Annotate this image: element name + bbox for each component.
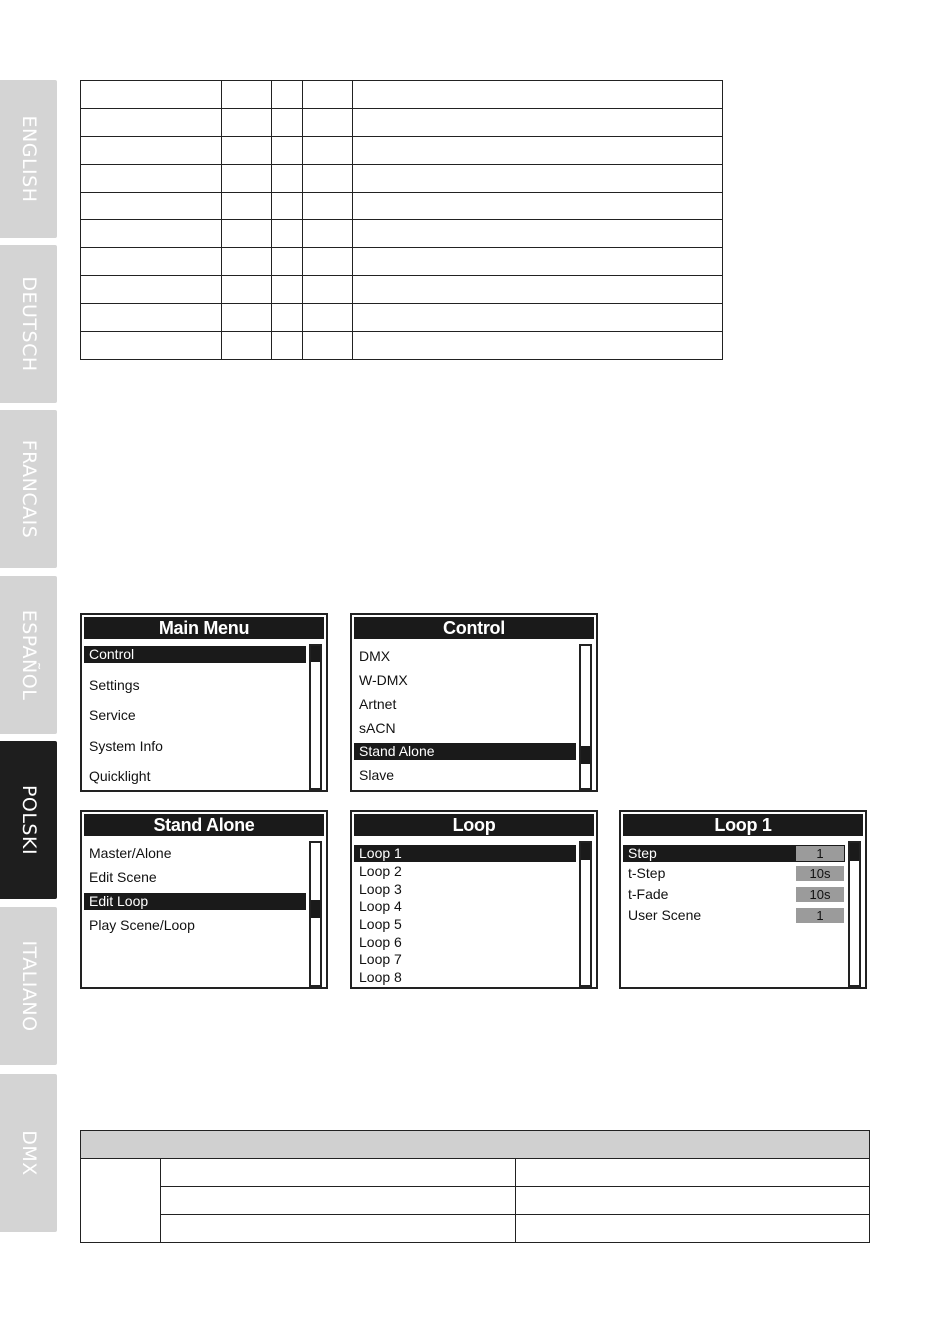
menu-item-play-scene-loop[interactable]: Play Scene/Loop — [89, 917, 195, 933]
side-tab-label: FRANCAIS — [17, 439, 40, 539]
loop-screen — [350, 810, 598, 989]
menu-item-loop-7[interactable]: Loop 7 — [359, 951, 402, 967]
scrollbar[interactable] — [579, 644, 592, 790]
menu-item-dmx[interactable]: DMX — [359, 648, 391, 664]
side-tab-english[interactable] — [0, 80, 57, 238]
screen-title: Stand Alone — [84, 814, 324, 836]
stand-alone-screen — [80, 810, 328, 989]
menu-item-loop-6[interactable]: Loop 6 — [359, 934, 402, 950]
side-tab-espanol[interactable] — [0, 576, 57, 734]
table-row — [81, 136, 723, 164]
screen-title: Control — [354, 617, 594, 639]
table-row — [81, 276, 723, 304]
table-row — [81, 164, 723, 192]
table-row — [81, 1187, 870, 1215]
menu-item-sacn[interactable]: sACN — [359, 720, 396, 736]
menu-item-w-dmx[interactable]: W-DMX — [359, 672, 408, 688]
side-tab-label: ESPAÑOL — [17, 609, 40, 701]
side-tab-deutsch[interactable] — [0, 245, 57, 403]
param-value[interactable]: 10s — [796, 866, 844, 881]
main-menu-screen — [80, 613, 328, 792]
table-row — [81, 332, 723, 360]
scroll-thumb[interactable] — [311, 646, 320, 662]
param-label: Step — [628, 845, 657, 861]
table-header-row — [81, 1131, 870, 1159]
loop-1-screen — [619, 810, 867, 989]
menu-item-loop-1[interactable]: Loop 1 — [354, 845, 576, 862]
menu-item-service[interactable]: Service — [89, 707, 136, 723]
menu-item-stand-alone[interactable]: Stand Alone — [354, 743, 576, 760]
table-row — [81, 108, 723, 136]
side-tab-italiano[interactable] — [0, 907, 57, 1065]
screen-title: Main Menu — [84, 617, 324, 639]
menu-item-settings[interactable]: Settings — [89, 677, 140, 693]
param-value[interactable]: 1 — [796, 908, 844, 923]
menu-item-quicklight[interactable]: Quicklight — [89, 768, 151, 784]
menu-item-edit-loop[interactable]: Edit Loop — [84, 893, 306, 910]
screen-title: Loop — [354, 814, 594, 836]
scrollbar[interactable] — [309, 644, 322, 790]
control-screen — [350, 613, 598, 792]
scrollbar[interactable] — [309, 841, 322, 987]
param-label: User Scene — [628, 907, 702, 923]
scroll-thumb[interactable] — [850, 843, 859, 861]
table-row — [81, 192, 723, 220]
param-value[interactable]: 1 — [796, 846, 844, 861]
menu-item-loop-5[interactable]: Loop 5 — [359, 916, 402, 932]
menu-item-edit-scene[interactable]: Edit Scene — [89, 869, 157, 885]
scroll-thumb[interactable] — [581, 746, 590, 764]
table-row — [81, 220, 723, 248]
menu-item-control[interactable]: Control — [84, 646, 306, 663]
side-tab-label: DEUTSCH — [17, 276, 40, 372]
param-label: t-Fade — [628, 886, 669, 902]
menu-item-loop-3[interactable]: Loop 3 — [359, 881, 402, 897]
menu-item-artnet[interactable]: Artnet — [359, 696, 397, 712]
scrollbar[interactable] — [848, 841, 861, 987]
menu-item-loop-4[interactable]: Loop 4 — [359, 898, 402, 914]
menu-item-loop-8[interactable]: Loop 8 — [359, 969, 402, 985]
table-row — [81, 1159, 870, 1187]
side-tab-label: ITALIANO — [17, 940, 40, 1032]
param-label: t-Step — [628, 865, 666, 881]
param-value[interactable]: 10s — [796, 887, 844, 902]
table-row — [81, 304, 723, 332]
side-tab-label: DMX — [17, 1130, 40, 1176]
scroll-thumb[interactable] — [581, 843, 590, 860]
scrollbar[interactable] — [579, 841, 592, 987]
menu-item-loop-2[interactable]: Loop 2 — [359, 863, 402, 879]
side-tab-label: ENGLISH — [17, 115, 40, 203]
menu-item-system-info[interactable]: System Info — [89, 738, 163, 754]
table-row — [81, 248, 723, 276]
menu-item-slave[interactable]: Slave — [359, 767, 395, 783]
table-row — [81, 81, 723, 109]
side-tab-francais[interactable] — [0, 410, 57, 568]
side-tab-dmx[interactable] — [0, 1074, 57, 1232]
dmx-channel-table — [80, 80, 723, 360]
table-row — [81, 1215, 870, 1243]
side-tab-polski[interactable] — [0, 741, 57, 899]
menu-item-master-alone[interactable]: Master/Alone — [89, 845, 172, 861]
side-tab-label: POLSKI — [17, 784, 40, 856]
function-table — [80, 1130, 870, 1243]
scroll-thumb[interactable] — [311, 900, 320, 918]
screen-title: Loop 1 — [623, 814, 863, 836]
